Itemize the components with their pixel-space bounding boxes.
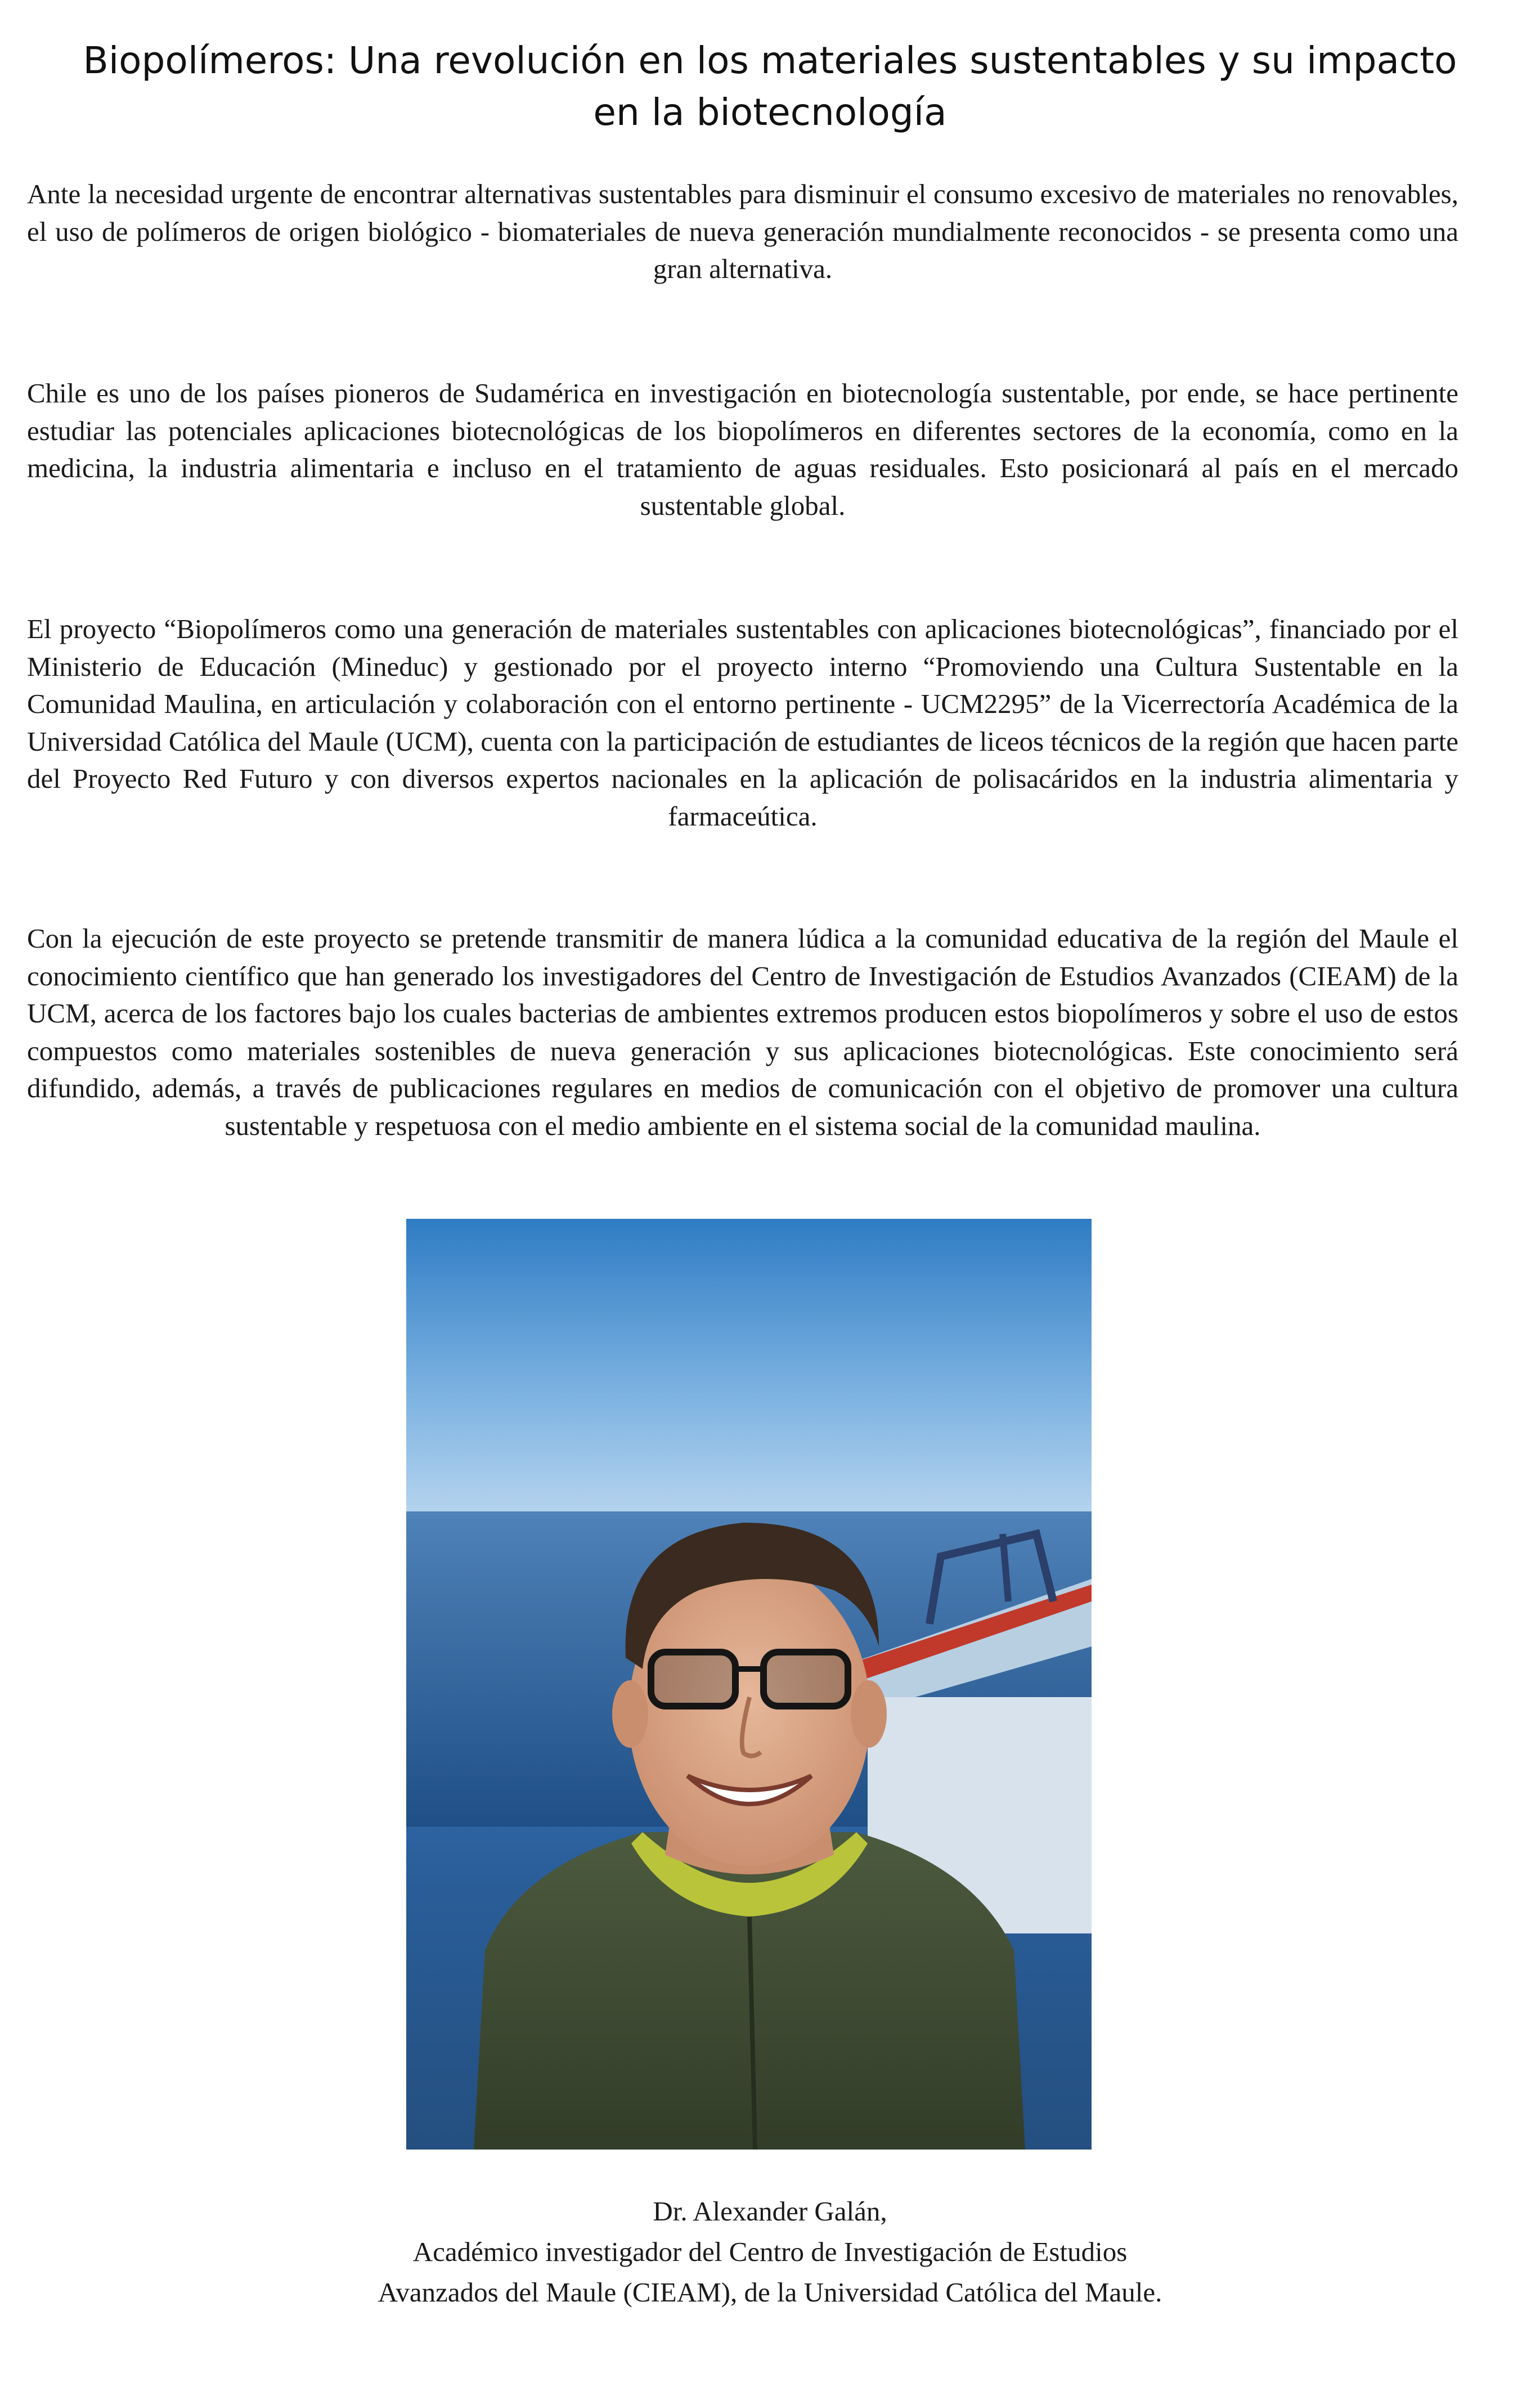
paragraph-execution: Con la ejecución de este proyecto se pretende transmitir de manera lúdica a la comunidad educativa de la región del Maule el conocimiento científico que han generado los investigadores del Centro de Investigación de Estudios Avanzados (CIEAM) de la UCM, acerca de los factores bajo los cuales bacterias de ambientes extremos producen estos biopolímeros y sobre el uso de estos compuestos como materiales sostenibles de nueva generación y sus aplicaciones biotecnológicas. Este conocimiento será difundido, además, a través de publicaciones regulares en medios de comunicación con el objetivo de promover una cultura sustentable y respetuosa con el medio ambiente en el sistema social de la comunidad maulina. bbox=[27, 923, 1458, 1141]
paragraph-project: El proyecto “Biopolímeros como una generación de materiales sustentables con aplicaciones biotecnológicas”, financiado por el Ministerio de Educación (Mineduc) y gestionado por el proyecto interno “Promoviendo una Cultura Sustentable en la Comunidad Maulina, en articulación y colaboración con el entorno pertinente - UCM2295” de la Vicerrectoría Académica de la Universidad Católica del Maule (UCM), cuenta con la participación de estudiantes de liceos técnicos de la región que hacen parte del Proyecto Red Futuro y con diversos expertos nacionales en la aplicación de polisacáridos en la industria alimentaria y farmaceútica. bbox=[27, 613, 1458, 832]
glasses-right bbox=[764, 1652, 848, 1706]
caption-name: Dr. Alexander Galán, bbox=[653, 2196, 887, 2227]
glasses-left bbox=[651, 1652, 735, 1706]
portrait-photo bbox=[406, 1219, 1092, 2150]
caption-role: Académico investigador del Centro de Investigación de Estudios bbox=[412, 2236, 1128, 2267]
photo-caption bbox=[169, 2191, 1371, 2313]
sky bbox=[406, 1219, 1092, 1523]
portrait-illustration bbox=[406, 1219, 1092, 2150]
caption-institution: Avanzados del Maule (CIEAM), de la Universidad Católica del Maule. bbox=[378, 2277, 1162, 2308]
paragraph-chile: Chile es uno de los países pioneros de Sudamérica en investigación en biotecnología sustentable, por ende, se hace pertinente estudiar las potenciales aplicaciones biotecnológicas de los biopolímeros en diferentes sectores de la economía, como en la medicina, la industria alimentaria e incluso en el tratamiento de aguas residuales. Esto posicionará al país en el mercado sustentable global. bbox=[27, 378, 1458, 521]
paragraph-intro: Ante la necesidad urgente de encontrar alternativas sustentables para disminuir el consumo excesivo de materiales no renovables, el uso de polímeros de origen biológico - biomateriales de nueva generación mundialmente reconocidos - se presenta como una gran alternativa. bbox=[27, 178, 1458, 284]
article-title: Biopolímeros: Una revolución en los materiales sustentables y su impacto en la biotecnología bbox=[83, 39, 1457, 134]
